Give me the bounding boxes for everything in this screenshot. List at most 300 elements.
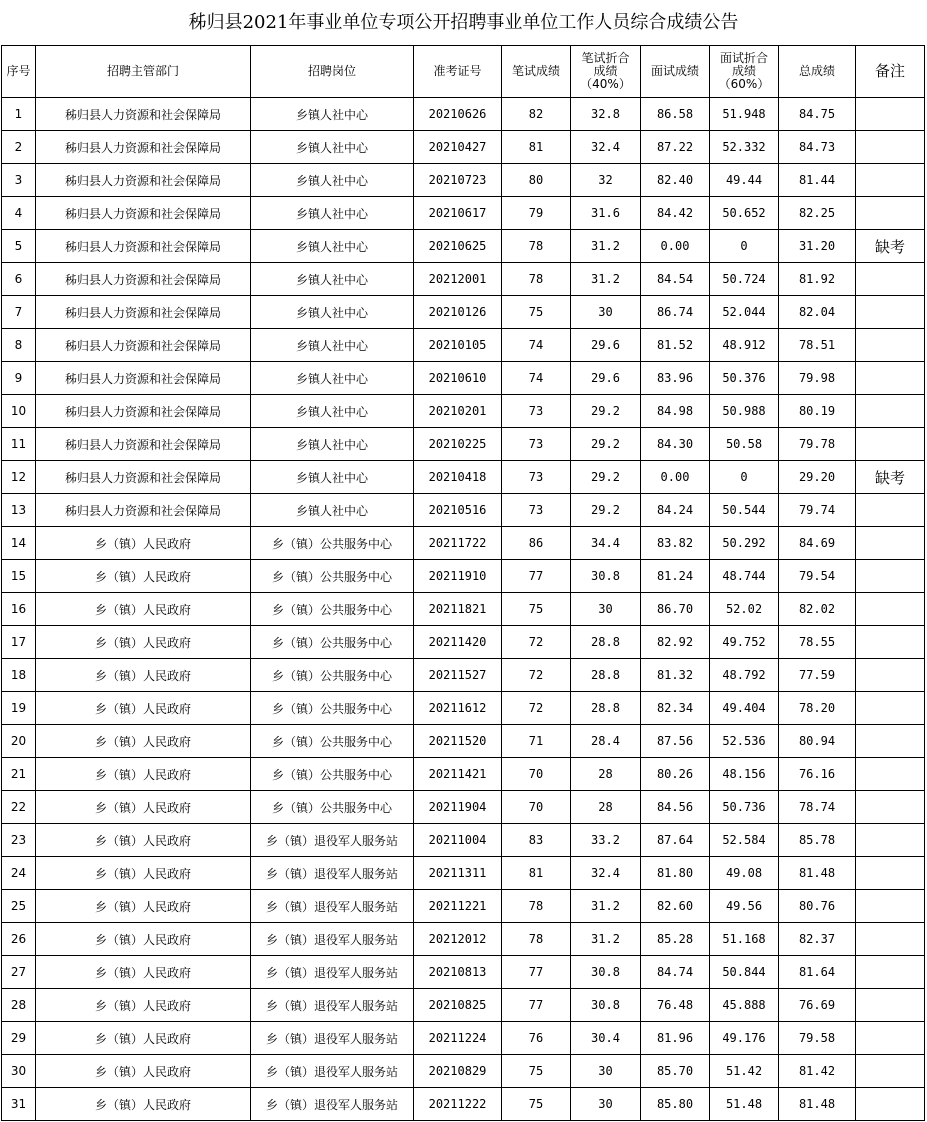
cell-interview-score: 87.56 [641,725,710,758]
cell-written-score: 73 [502,461,571,494]
cell-exam-id: 20210617 [414,197,502,230]
cell-index: 30 [2,1055,36,1088]
cell-written-score: 73 [502,428,571,461]
cell-interview-weighted: 50.376 [710,362,779,395]
cell-exam-id: 20210829 [414,1055,502,1088]
cell-department: 乡（镇）人民政府 [36,1088,251,1121]
cell-interview-weighted: 48.792 [710,659,779,692]
cell-department: 秭归县人力资源和社会保障局 [36,164,251,197]
cell-interview-weighted: 52.332 [710,131,779,164]
cell-department: 秭归县人力资源和社会保障局 [36,296,251,329]
cell-remark [856,494,925,527]
cell-interview-weighted: 49.08 [710,857,779,890]
table-row [2,395,925,428]
cell-position: 乡镇人社中心 [251,164,414,197]
cell-written-score: 71 [502,725,571,758]
cell-interview-weighted: 48.156 [710,758,779,791]
table-row [2,923,925,956]
cell-total: 82.04 [779,296,856,329]
cell-total: 80.19 [779,395,856,428]
cell-interview-score: 81.52 [641,329,710,362]
cell-total: 84.69 [779,527,856,560]
cell-exam-id: 20210625 [414,230,502,263]
cell-remark [856,362,925,395]
cell-written-weighted: 30 [571,1055,641,1088]
cell-total: 85.78 [779,824,856,857]
table-row [2,593,925,626]
cell-written-score: 77 [502,560,571,593]
table-row [2,98,925,131]
cell-remark [856,692,925,725]
cell-position: 乡（镇）公共服务中心 [251,692,414,725]
cell-interview-score: 82.40 [641,164,710,197]
cell-department: 乡（镇）人民政府 [36,593,251,626]
table-row [2,1088,925,1121]
cell-remark [856,890,925,923]
cell-index: 20 [2,725,36,758]
cell-interview-weighted: 50.736 [710,791,779,824]
cell-index: 28 [2,989,36,1022]
cell-written-score: 80 [502,164,571,197]
cell-exam-id: 20210516 [414,494,502,527]
cell-total: 78.20 [779,692,856,725]
cell-position: 乡（镇）退役军人服务站 [251,890,414,923]
cell-written-score: 73 [502,395,571,428]
table-row [2,296,925,329]
page-title: 秭归县2021年事业单位专项公开招聘事业单位工作人员综合成绩公告 [188,12,739,33]
cell-written-score: 83 [502,824,571,857]
cell-written-score: 78 [502,263,571,296]
cell-written-score: 81 [502,857,571,890]
cell-written-weighted: 29.6 [571,362,641,395]
table-row [2,362,925,395]
cell-written-score: 78 [502,890,571,923]
cell-index: 5 [2,230,36,263]
cell-total: 78.74 [779,791,856,824]
cell-index: 23 [2,824,36,857]
cell-department: 秭归县人力资源和社会保障局 [36,494,251,527]
cell-exam-id: 20211904 [414,791,502,824]
cell-index: 13 [2,494,36,527]
cell-department: 秭归县人力资源和社会保障局 [36,263,251,296]
cell-written-score: 70 [502,791,571,824]
cell-interview-score: 84.54 [641,263,710,296]
cell-written-weighted: 29.2 [571,461,641,494]
cell-index: 7 [2,296,36,329]
cell-remark [856,659,925,692]
cell-interview-score: 76.48 [641,989,710,1022]
table-header-row [2,46,925,98]
cell-position: 乡（镇）退役军人服务站 [251,1022,414,1055]
cell-written-score: 77 [502,989,571,1022]
cell-exam-id: 20210418 [414,461,502,494]
cell-interview-weighted: 51.948 [710,98,779,131]
cell-interview-weighted: 52.044 [710,296,779,329]
cell-interview-score: 84.56 [641,791,710,824]
cell-remark [856,758,925,791]
cell-total: 82.25 [779,197,856,230]
cell-position: 乡镇人社中心 [251,461,414,494]
cell-remark: 缺考 [856,230,925,263]
cell-written-weighted: 28.8 [571,626,641,659]
cell-index: 25 [2,890,36,923]
table-row [2,1022,925,1055]
table-row [2,131,925,164]
cell-index: 22 [2,791,36,824]
cell-exam-id: 20211520 [414,725,502,758]
cell-interview-weighted: 52.584 [710,824,779,857]
cell-interview-weighted: 50.544 [710,494,779,527]
cell-interview-weighted: 50.844 [710,956,779,989]
cell-department: 秭归县人力资源和社会保障局 [36,197,251,230]
cell-remark [856,1022,925,1055]
cell-department: 秭归县人力资源和社会保障局 [36,329,251,362]
cell-interview-weighted: 49.752 [710,626,779,659]
table-row [2,692,925,725]
cell-remark [856,725,925,758]
cell-written-weighted: 31.2 [571,263,641,296]
cell-position: 乡镇人社中心 [251,329,414,362]
col-header-interview-weighted: 面试折合成绩（60%） [710,46,779,98]
cell-written-score: 78 [502,923,571,956]
cell-remark [856,989,925,1022]
cell-department: 秭归县人力资源和社会保障局 [36,395,251,428]
cell-total: 31.20 [779,230,856,263]
cell-index: 12 [2,461,36,494]
cell-written-weighted: 29.2 [571,428,641,461]
cell-remark [856,395,925,428]
cell-position: 乡（镇）公共服务中心 [251,659,414,692]
cell-exam-id: 20210610 [414,362,502,395]
cell-department: 乡（镇）人民政府 [36,560,251,593]
cell-interview-weighted: 0 [710,230,779,263]
cell-written-score: 79 [502,197,571,230]
cell-total: 80.94 [779,725,856,758]
cell-exam-id: 20211222 [414,1088,502,1121]
cell-written-weighted: 28.8 [571,692,641,725]
cell-interview-score: 84.74 [641,956,710,989]
table-row [2,1055,925,1088]
cell-exam-id: 20211821 [414,593,502,626]
cell-total: 29.20 [779,461,856,494]
cell-remark [856,857,925,890]
cell-exam-id: 20211311 [414,857,502,890]
cell-written-score: 78 [502,230,571,263]
cell-index: 27 [2,956,36,989]
cell-written-score: 82 [502,98,571,131]
cell-remark: 缺考 [856,461,925,494]
cell-remark [856,296,925,329]
cell-remark [856,593,925,626]
cell-written-score: 86 [502,527,571,560]
cell-interview-weighted: 48.744 [710,560,779,593]
cell-written-weighted: 32.8 [571,98,641,131]
cell-index: 6 [2,263,36,296]
cell-remark [856,164,925,197]
cell-written-score: 72 [502,626,571,659]
cell-interview-weighted: 49.44 [710,164,779,197]
cell-interview-score: 84.30 [641,428,710,461]
cell-department: 乡（镇）人民政府 [36,725,251,758]
cell-written-score: 75 [502,1055,571,1088]
cell-department: 乡（镇）人民政府 [36,824,251,857]
cell-interview-score: 87.22 [641,131,710,164]
cell-written-weighted: 30.8 [571,989,641,1022]
cell-interview-score: 81.32 [641,659,710,692]
cell-exam-id: 20210825 [414,989,502,1022]
cell-interview-weighted: 50.652 [710,197,779,230]
cell-total: 79.74 [779,494,856,527]
cell-index: 26 [2,923,36,956]
cell-position: 乡（镇）公共服务中心 [251,593,414,626]
cell-written-weighted: 32.4 [571,857,641,890]
table-row [2,428,925,461]
cell-exam-id: 20210813 [414,956,502,989]
cell-written-weighted: 30 [571,296,641,329]
cell-total: 81.92 [779,263,856,296]
cell-interview-score: 0.00 [641,461,710,494]
col-header-written-weighted: 笔试折合成绩（40%） [571,46,641,98]
cell-index: 1 [2,98,36,131]
cell-exam-id: 20210126 [414,296,502,329]
table-body [2,98,925,1121]
cell-written-score: 75 [502,593,571,626]
cell-written-weighted: 31.2 [571,923,641,956]
cell-exam-id: 20211221 [414,890,502,923]
cell-written-score: 77 [502,956,571,989]
cell-exam-id: 20212012 [414,923,502,956]
cell-written-weighted: 30 [571,593,641,626]
cell-total: 81.42 [779,1055,856,1088]
cell-written-weighted: 30.4 [571,1022,641,1055]
cell-department: 秭归县人力资源和社会保障局 [36,461,251,494]
cell-written-score: 74 [502,362,571,395]
cell-index: 8 [2,329,36,362]
cell-position: 乡（镇）退役军人服务站 [251,857,414,890]
cell-exam-id: 20211910 [414,560,502,593]
cell-department: 乡（镇）人民政府 [36,956,251,989]
cell-exam-id: 20211612 [414,692,502,725]
cell-exam-id: 20210427 [414,131,502,164]
cell-position: 乡（镇）公共服务中心 [251,791,414,824]
cell-total: 84.73 [779,131,856,164]
cell-interview-score: 84.98 [641,395,710,428]
cell-interview-score: 81.96 [641,1022,710,1055]
cell-interview-score: 82.34 [641,692,710,725]
cell-position: 乡（镇）退役军人服务站 [251,956,414,989]
cell-department: 乡（镇）人民政府 [36,1055,251,1088]
table-row [2,560,925,593]
cell-written-weighted: 30.8 [571,560,641,593]
cell-index: 4 [2,197,36,230]
cell-interview-weighted: 49.56 [710,890,779,923]
cell-department: 乡（镇）人民政府 [36,626,251,659]
cell-interview-score: 0.00 [641,230,710,263]
cell-position: 乡（镇）公共服务中心 [251,626,414,659]
table-row [2,164,925,197]
cell-remark [856,626,925,659]
cell-exam-id: 20210723 [414,164,502,197]
cell-interview-weighted: 49.404 [710,692,779,725]
table-row [2,989,925,1022]
cell-remark [856,791,925,824]
cell-index: 9 [2,362,36,395]
cell-position: 乡（镇）退役军人服务站 [251,923,414,956]
cell-total: 82.02 [779,593,856,626]
cell-remark [856,428,925,461]
table-row [2,659,925,692]
cell-written-score: 76 [502,1022,571,1055]
cell-total: 78.55 [779,626,856,659]
table-row [2,791,925,824]
cell-written-weighted: 34.4 [571,527,641,560]
cell-remark [856,1055,925,1088]
cell-position: 乡镇人社中心 [251,362,414,395]
cell-index: 14 [2,527,36,560]
cell-total: 81.44 [779,164,856,197]
cell-department: 乡（镇）人民政府 [36,923,251,956]
col-header-written-score: 笔试成绩 [502,46,571,98]
cell-index: 10 [2,395,36,428]
cell-written-weighted: 33.2 [571,824,641,857]
cell-total: 80.76 [779,890,856,923]
table-row [2,824,925,857]
table-row [2,527,925,560]
cell-total: 79.78 [779,428,856,461]
table-row [2,956,925,989]
col-header-total: 总成绩 [779,46,856,98]
cell-remark [856,923,925,956]
cell-written-weighted: 28 [571,791,641,824]
cell-interview-weighted: 50.724 [710,263,779,296]
cell-interview-score: 84.42 [641,197,710,230]
table-row [2,230,925,263]
table-row [2,857,925,890]
cell-written-weighted: 28 [571,758,641,791]
cell-written-score: 72 [502,659,571,692]
cell-interview-weighted: 51.168 [710,923,779,956]
cell-exam-id: 20210105 [414,329,502,362]
cell-written-score: 72 [502,692,571,725]
cell-total: 79.58 [779,1022,856,1055]
cell-total: 77.59 [779,659,856,692]
cell-total: 76.16 [779,758,856,791]
cell-exam-id: 20211722 [414,527,502,560]
cell-position: 乡（镇）公共服务中心 [251,725,414,758]
col-header-remark: 备注 [856,46,925,98]
cell-total: 76.69 [779,989,856,1022]
table-row [2,263,925,296]
cell-written-weighted: 31.2 [571,230,641,263]
cell-interview-weighted: 0 [710,461,779,494]
cell-position: 乡镇人社中心 [251,98,414,131]
cell-interview-weighted: 52.536 [710,725,779,758]
cell-exam-id: 20210201 [414,395,502,428]
cell-position: 乡（镇）退役军人服务站 [251,1088,414,1121]
cell-department: 乡（镇）人民政府 [36,659,251,692]
cell-index: 21 [2,758,36,791]
cell-position: 乡镇人社中心 [251,296,414,329]
cell-written-score: 74 [502,329,571,362]
cell-remark [856,956,925,989]
cell-interview-score: 86.74 [641,296,710,329]
cell-interview-weighted: 49.176 [710,1022,779,1055]
col-header-department: 招聘主管部门 [36,46,251,98]
cell-department: 乡（镇）人民政府 [36,692,251,725]
table-row [2,329,925,362]
cell-remark [856,263,925,296]
cell-total: 78.51 [779,329,856,362]
cell-written-weighted: 29.2 [571,494,641,527]
cell-index: 11 [2,428,36,461]
cell-interview-score: 86.58 [641,98,710,131]
cell-position: 乡镇人社中心 [251,230,414,263]
cell-interview-weighted: 51.42 [710,1055,779,1088]
cell-department: 秭归县人力资源和社会保障局 [36,230,251,263]
cell-exam-id: 20211420 [414,626,502,659]
table-row [2,197,925,230]
cell-interview-score: 85.80 [641,1088,710,1121]
cell-interview-weighted: 52.02 [710,593,779,626]
cell-department: 乡（镇）人民政府 [36,527,251,560]
cell-department: 乡（镇）人民政府 [36,758,251,791]
cell-written-weighted: 31.6 [571,197,641,230]
cell-exam-id: 20211421 [414,758,502,791]
cell-index: 15 [2,560,36,593]
score-table [1,45,925,1121]
cell-department: 乡（镇）人民政府 [36,857,251,890]
cell-position: 乡镇人社中心 [251,131,414,164]
cell-interview-score: 84.24 [641,494,710,527]
table-row [2,494,925,527]
cell-written-weighted: 30 [571,1088,641,1121]
cell-interview-score: 80.26 [641,758,710,791]
cell-interview-score: 83.82 [641,527,710,560]
cell-position: 乡镇人社中心 [251,263,414,296]
cell-total: 81.48 [779,1088,856,1121]
cell-interview-score: 85.70 [641,1055,710,1088]
col-header-index: 序号 [2,46,36,98]
cell-position: 乡（镇）公共服务中心 [251,527,414,560]
table-row [2,758,925,791]
cell-interview-weighted: 50.292 [710,527,779,560]
cell-department: 乡（镇）人民政府 [36,890,251,923]
cell-remark [856,197,925,230]
cell-total: 81.64 [779,956,856,989]
cell-interview-weighted: 50.58 [710,428,779,461]
cell-written-score: 73 [502,494,571,527]
col-header-position: 招聘岗位 [251,46,414,98]
cell-exam-id: 20212001 [414,263,502,296]
cell-interview-score: 82.92 [641,626,710,659]
cell-interview-weighted: 51.48 [710,1088,779,1121]
cell-department: 秭归县人力资源和社会保障局 [36,98,251,131]
cell-total: 79.98 [779,362,856,395]
cell-interview-score: 81.80 [641,857,710,890]
cell-remark [856,329,925,362]
cell-total: 84.75 [779,98,856,131]
cell-position: 乡（镇）公共服务中心 [251,560,414,593]
cell-written-weighted: 32.4 [571,131,641,164]
cell-index: 17 [2,626,36,659]
cell-total: 81.48 [779,857,856,890]
cell-position: 乡镇人社中心 [251,395,414,428]
cell-written-score: 70 [502,758,571,791]
cell-department: 乡（镇）人民政府 [36,791,251,824]
cell-index: 3 [2,164,36,197]
cell-department: 秭归县人力资源和社会保障局 [36,428,251,461]
cell-position: 乡（镇）退役军人服务站 [251,824,414,857]
